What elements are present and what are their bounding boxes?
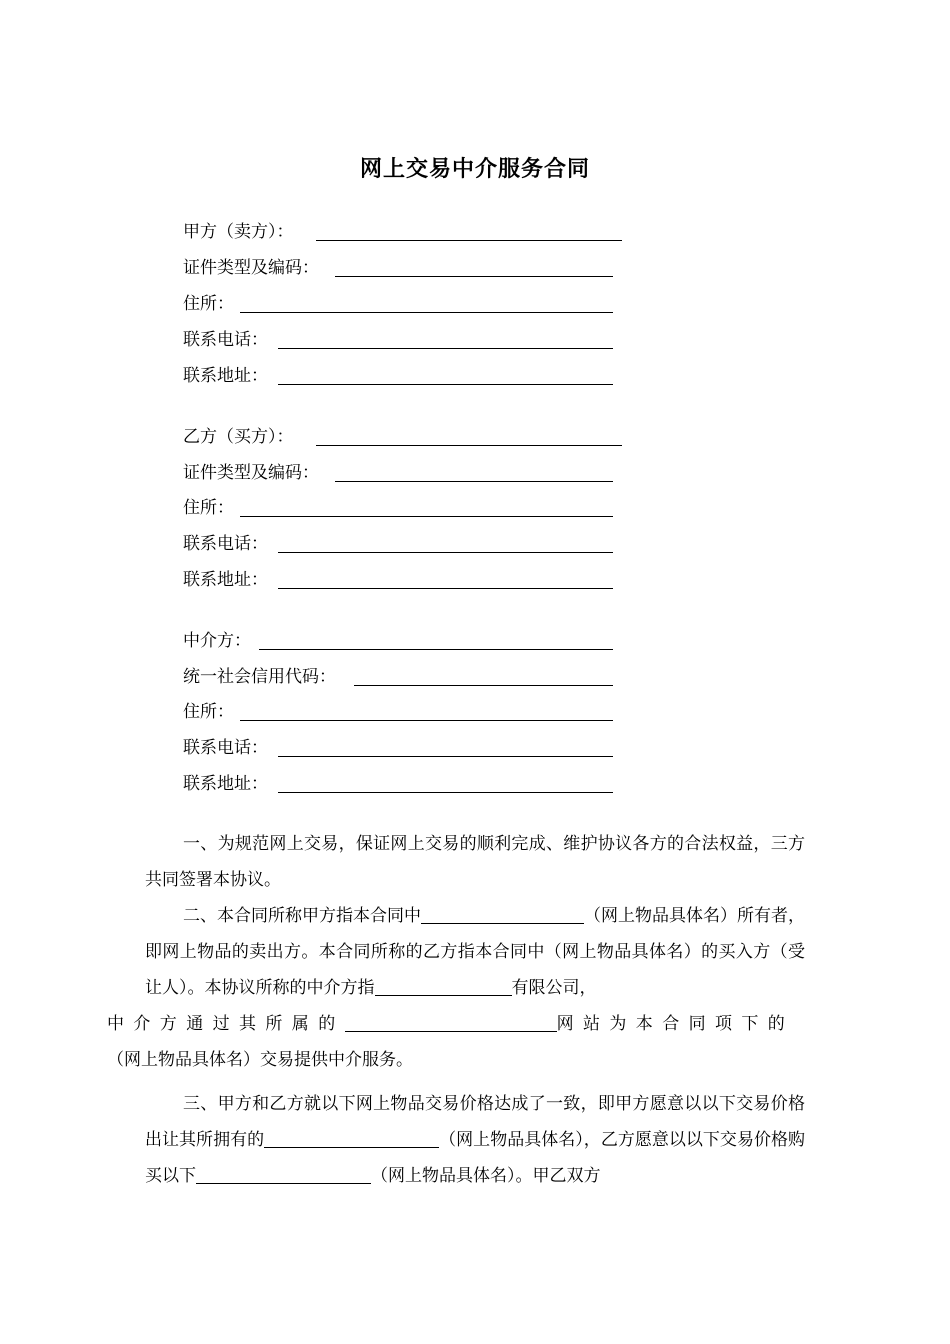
party-b-id-field[interactable] [335,481,613,482]
intermediary-phone-field[interactable] [278,756,613,757]
party-b-phone-field[interactable] [278,552,613,553]
intermediary-name-field[interactable] [259,649,613,650]
party-a-address-label: 住所： [183,294,234,314]
intermediary-address-label: 住所： [183,702,234,722]
party-a-id-label: 证件类型及编码： [183,258,319,278]
clause-2-text-4: 中介方通过其所属的 [107,1014,345,1034]
party-b-name-field[interactable] [316,445,622,446]
clause-3-text-3: （网上物品具体名）。甲乙双方 [371,1166,601,1186]
clause-1: 一、为规范网上交易，保证网上交易的顺利完成、维护协议各方的合法权益，三方共同签署本协议。 [145,834,805,890]
seller-item-blank[interactable] [264,1129,439,1148]
company-name-blank[interactable] [375,977,512,996]
intermediary-contact-address-field[interactable] [278,792,613,793]
intermediary-credit-code-label: 统一社会信用代码： [183,667,336,687]
intermediary-phone-label: 联系电话： [183,738,268,758]
clause-2-text-3: 有限公司， [511,978,597,998]
party-a-address-field[interactable] [240,312,613,313]
page-title: 网上交易中介服务合同 [359,157,590,182]
party-b-id-label: 证件类型及编码： [183,463,319,483]
clause-2-text-6: （网上物品具体名）交易提供中介服务。 [107,1050,413,1070]
clause-3-text-1: 三、甲方和乙方就以下网上物品交易价格达成了一致，即甲方愿意以以下交易价格出让其所拥有的 [145,1094,805,1150]
party-a-phone-field[interactable] [278,348,613,349]
clause-2-text-5: 网站为本合同项下的 [556,1014,795,1034]
intermediary-address-field[interactable] [240,720,613,721]
intermediary-credit-code-field[interactable] [354,685,613,686]
party-b-contact-address-label: 联系地址： [183,570,268,590]
website-name-blank[interactable] [345,1013,557,1032]
intermediary-name-label: 中介方： [183,631,251,651]
party-a-id-field[interactable] [335,276,613,277]
party-b-address-label: 住所： [183,498,234,518]
clause-2-text-1: 二、本合同所称甲方指本合同中 [183,906,421,926]
party-a-contact-address-label: 联系地址： [183,366,268,386]
party-b-name-label: 乙方（买方）： [183,427,294,447]
party-a-phone-label: 联系电话： [183,330,268,350]
party-b-address-field[interactable] [240,516,613,517]
party-a-contact-address-field[interactable] [278,384,613,385]
item-name-blank[interactable] [421,905,584,924]
clause-3-text-2: （网上物品具体名），乙方愿意以以下交易价格购买以下 [145,1130,806,1186]
party-a-name-field[interactable] [316,240,622,241]
party-a-name-label: 甲方（卖方）： [183,222,294,242]
clause-3 [145,1086,805,1194]
party-b-contact-address-field[interactable] [278,588,613,589]
intermediary-contact-address-label: 联系地址： [183,774,268,794]
clause-2-text-2: （网上物品具体名）所有者，即网上物品的卖出方。本合同所称的乙方指本合同中（网上物品具体名）的买入方（受让人）。本协议所称的中介方指 [145,906,805,998]
buyer-item-blank[interactable] [196,1165,371,1184]
clause-2 [107,898,805,1078]
party-b-phone-label: 联系电话： [183,534,268,554]
